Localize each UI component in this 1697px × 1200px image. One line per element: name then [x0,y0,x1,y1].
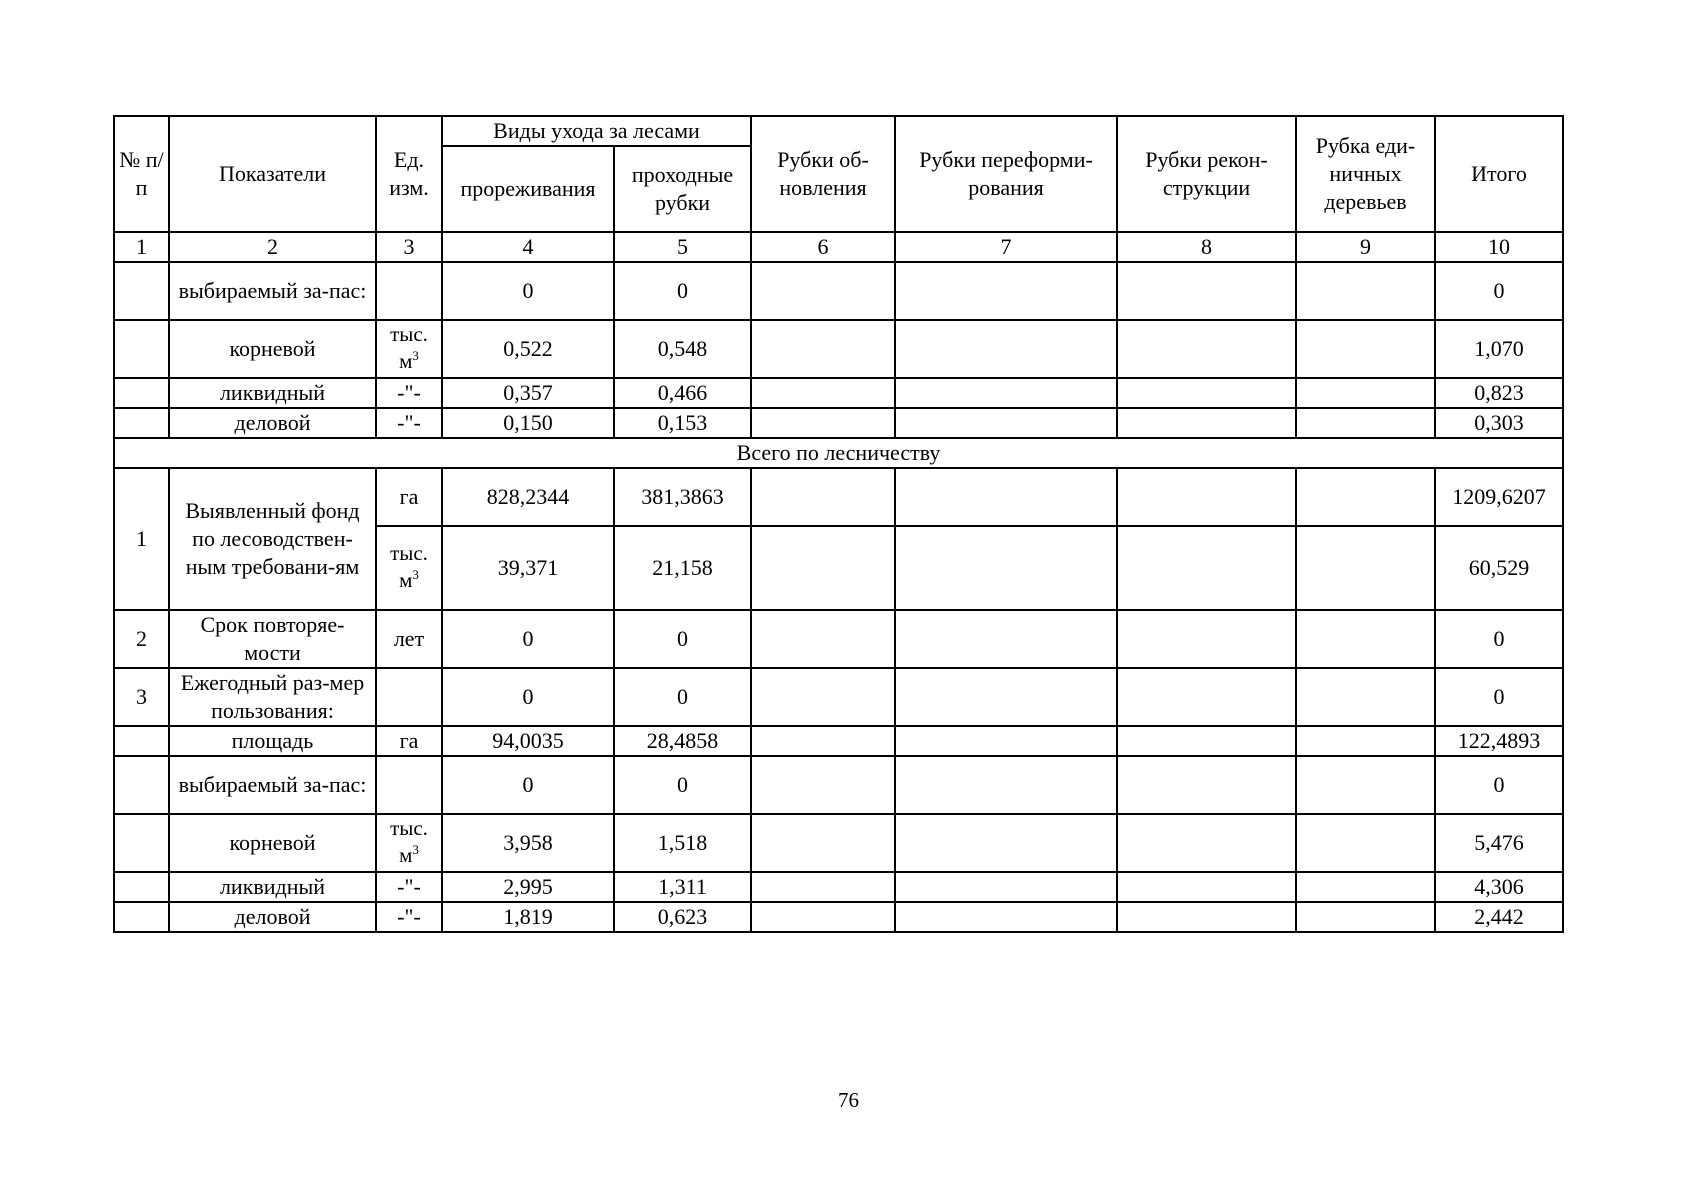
row-indicator: корневой [169,320,376,378]
cell-total: 0 [1435,610,1563,668]
row-num [114,262,169,320]
header-unit: Ед. изм. [376,116,442,232]
cell-total: 0 [1435,668,1563,726]
cell-total: 0,303 [1435,408,1563,438]
column-number: 10 [1435,232,1563,262]
cell-reformation [895,408,1117,438]
row-indicator: выбираемый за-пас: [169,756,376,814]
cell-reformation [895,262,1117,320]
cell-single-trees [1296,526,1435,610]
cell-passing: 28,4858 [614,726,751,756]
column-number: 7 [895,232,1117,262]
row-unit [376,526,442,610]
column-number: 1 [114,232,169,262]
cell-reconstruction [1117,872,1296,902]
row-num [114,872,169,902]
cell-renewal [751,814,895,872]
cell-renewal [751,726,895,756]
row-indicator: Ежегодный раз-мер пользования: [169,668,376,726]
cell-reformation [895,756,1117,814]
cell-renewal [751,378,895,408]
row-indicator: корневой [169,814,376,872]
column-number: 9 [1296,232,1435,262]
row-indicator: Выявленный фонд по лесоводствен-ным требовани-ям [169,468,376,610]
cell-renewal [751,668,895,726]
row-unit [376,668,442,726]
row-unit: га [376,468,442,526]
table-row [114,610,1563,668]
header-num: № п/п [114,116,169,232]
column-number: 2 [169,232,376,262]
cell-passing: 0 [614,262,751,320]
cell-thinning: 0 [442,668,614,726]
cell-single-trees [1296,320,1435,378]
row-indicator: выбираемый за-пас: [169,262,376,320]
row-num: 1 [114,468,169,610]
cell-thinning: 0 [442,756,614,814]
cell-passing: 0 [614,610,751,668]
cell-total: 122,4893 [1435,726,1563,756]
cell-renewal [751,756,895,814]
cell-reformation [895,902,1117,932]
cell-renewal [751,320,895,378]
cell-total: 1209,6207 [1435,468,1563,526]
cell-single-trees [1296,408,1435,438]
cell-passing: 0 [614,756,751,814]
cell-single-trees [1296,726,1435,756]
cell-renewal [751,526,895,610]
row-num [114,756,169,814]
cell-total: 0 [1435,262,1563,320]
table-row [114,726,1563,756]
cell-total: 1,070 [1435,320,1563,378]
cell-reformation [895,468,1117,526]
row-unit: га [376,726,442,756]
cell-passing: 21,158 [614,526,751,610]
cell-single-trees [1296,668,1435,726]
cell-total: 0 [1435,756,1563,814]
row-unit [376,756,442,814]
cell-thinning: 0,150 [442,408,614,438]
table-row [114,378,1563,408]
header-renewal: Рубки об-новления [751,116,895,232]
cell-passing: 1,311 [614,872,751,902]
header-reconstruction: Рубки рекон-струкции [1117,116,1296,232]
cell-reconstruction [1117,320,1296,378]
row-unit: лет [376,610,442,668]
cell-single-trees [1296,756,1435,814]
table-row [114,872,1563,902]
row-unit [376,262,442,320]
cell-passing: 0,153 [614,408,751,438]
cell-reconstruction [1117,378,1296,408]
row-num [114,902,169,932]
row-num: 3 [114,668,169,726]
cell-reconstruction [1117,468,1296,526]
row-unit [376,320,442,378]
cell-reconstruction [1117,526,1296,610]
cell-total: 60,529 [1435,526,1563,610]
row-num [114,320,169,378]
row-indicator: ликвидный [169,872,376,902]
row-indicator: площадь [169,726,376,756]
header-single-trees: Рубка еди-ничных деревьев [1296,116,1435,232]
cell-total: 5,476 [1435,814,1563,872]
table-row [114,320,1563,378]
header-total: Итого [1435,116,1563,232]
header-thinning: прореживания [442,146,614,232]
cell-thinning: 94,0035 [442,726,614,756]
table-row [114,668,1563,726]
cell-passing: 0,623 [614,902,751,932]
column-number: 4 [442,232,614,262]
row-indicator: деловой [169,408,376,438]
cell-passing: 0,548 [614,320,751,378]
cell-reformation [895,872,1117,902]
unit-text: тыс. $м^3$ [390,541,428,592]
cell-single-trees [1296,902,1435,932]
cell-thinning: 0 [442,262,614,320]
cell-reconstruction [1117,262,1296,320]
cell-thinning: 2,995 [442,872,614,902]
cell-passing: 0,466 [614,378,751,408]
column-number: 5 [614,232,751,262]
table-row [114,468,1563,526]
cell-reconstruction [1117,756,1296,814]
cell-reformation [895,320,1117,378]
page-number: 76 [838,1088,859,1112]
cell-total: 0,823 [1435,378,1563,408]
cell-reformation [895,610,1117,668]
cell-renewal [751,408,895,438]
column-number: 3 [376,232,442,262]
table-row [114,756,1563,814]
column-number: 8 [1117,232,1296,262]
cell-single-trees [1296,814,1435,872]
row-unit: -"- [376,872,442,902]
section-row [114,438,1563,468]
column-number: 6 [751,232,895,262]
cell-passing: 0 [614,668,751,726]
column-number-row [114,232,1563,262]
cell-reconstruction [1117,814,1296,872]
row-num [114,726,169,756]
row-indicator: Срок повторяе-мости [169,610,376,668]
cell-single-trees [1296,262,1435,320]
row-indicator: деловой [169,902,376,932]
row-unit: -"- [376,902,442,932]
row-num [114,408,169,438]
header-indicators: Показатели [169,116,376,232]
cell-reconstruction [1117,668,1296,726]
row-unit: -"- [376,378,442,408]
row-num: 2 [114,610,169,668]
cell-thinning: 0,522 [442,320,614,378]
table-row [114,408,1563,438]
row-num [114,378,169,408]
forest-care-table [113,115,1564,933]
row-num [114,814,169,872]
table-row [114,902,1563,932]
table-header [114,116,1563,262]
cell-renewal [751,610,895,668]
cell-total: 2,442 [1435,902,1563,932]
cell-reformation [895,726,1117,756]
row-unit: -"- [376,408,442,438]
cell-thinning: 0,357 [442,378,614,408]
table-body [114,262,1563,932]
cell-reconstruction [1117,726,1296,756]
cell-passing: 381,3863 [614,468,751,526]
unit-text: тыс. $м^3$ [390,816,428,867]
cell-single-trees [1296,378,1435,408]
cell-reformation [895,668,1117,726]
section-title: Всего по лесничеству [114,438,1563,468]
cell-renewal [751,902,895,932]
cell-renewal [751,872,895,902]
cell-thinning: 39,371 [442,526,614,610]
cell-thinning: 828,2344 [442,468,614,526]
cell-thinning: 0 [442,610,614,668]
cell-total: 4,306 [1435,872,1563,902]
cell-single-trees [1296,610,1435,668]
cell-single-trees [1296,872,1435,902]
cell-single-trees [1296,468,1435,526]
row-unit [376,814,442,872]
table-row [114,262,1563,320]
cell-thinning: 3,958 [442,814,614,872]
cell-reconstruction [1117,902,1296,932]
cell-reconstruction [1117,408,1296,438]
unit-text: тыс. $м^3$ [390,322,428,373]
table-row [114,814,1563,872]
cell-renewal [751,468,895,526]
header-care-group: Виды ухода за лесами [442,116,751,146]
cell-passing: 1,518 [614,814,751,872]
cell-thinning: 1,819 [442,902,614,932]
header-reformation: Рубки переформи-рования [895,116,1117,232]
cell-renewal [751,262,895,320]
header-passing: проходные рубки [614,146,751,232]
row-indicator: ликвидный [169,378,376,408]
cell-reconstruction [1117,610,1296,668]
cell-reformation [895,814,1117,872]
cell-reformation [895,526,1117,610]
cell-reformation [895,378,1117,408]
